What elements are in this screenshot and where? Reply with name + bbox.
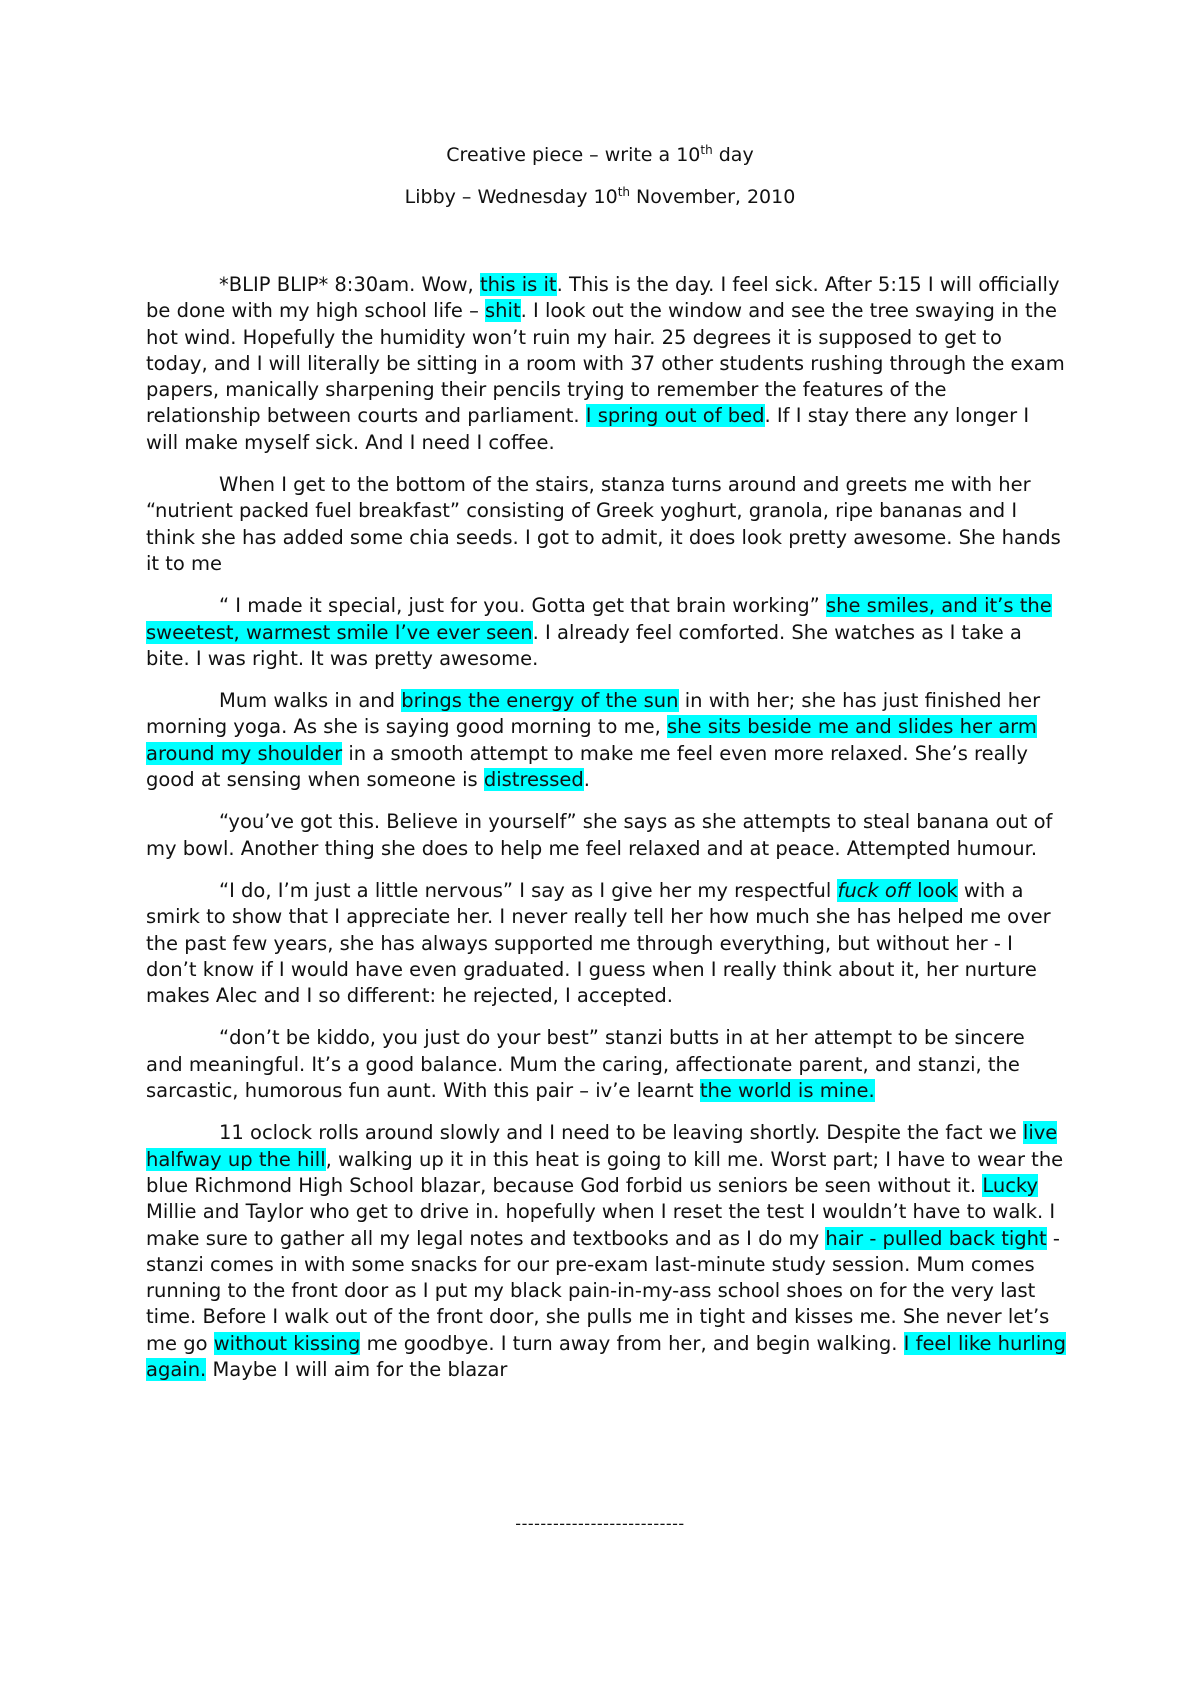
- paragraph: [146, 809, 1066, 862]
- story-body: [146, 272, 1066, 1399]
- title-block: [0, 140, 1200, 224]
- highlighted-text: distressed: [483, 768, 584, 792]
- paragraph: [146, 1120, 1066, 1383]
- highlighted-text: she sits beside me and slides her arm around my shoulder: [146, 715, 1037, 765]
- paragraph-text: .: [583, 768, 590, 792]
- paragraph-text: with a smirk to show that I appreciate her. I never really tell her how much she has helped me over the past few years, she has always supported me through everything, but without her - I don’t know if I would have even graduated. I guess when I really think about it, her nurture makes Alec and I so different: he rejected, I accepted.: [146, 878, 1051, 1008]
- paragraph-text: in with her; she has just finished her morning yoga. As she is saying good morning to me,: [146, 689, 1041, 739]
- paragraph-text: “I do, I’m just a little nervous” I say as I give her my respectful: [219, 878, 838, 902]
- paragraph: [146, 878, 1066, 1009]
- highlighted-text: without kissing: [213, 1331, 361, 1355]
- highlighted-text: look: [910, 878, 958, 902]
- paragraph-text: “don’t be kiddo, you just do your best” stanzi butts in at her attempt to be sincere and meaningful. It’s a good balance. Mum the caring, affectionate parent, and stanzi, the sarcastic, humorous fun aunt. With this pair – iv’e learnt: [146, 1026, 1025, 1103]
- paragraph: [146, 272, 1066, 456]
- paragraph-text: , walking up it in this heat is going to kill me. Worst part; I have to wear the blue Richmond High School blazar, because God forbid us seniors be seen without it.: [146, 1147, 1064, 1197]
- paragraph-text: . I already feel comforted. She watches as I take a bite. I was right. It was pretty awesome.: [146, 620, 1022, 670]
- subtitle-superscript: th: [617, 185, 630, 199]
- highlighted-text: I feel like hurling again.: [146, 1331, 1066, 1381]
- paragraph-text: me goodbye. I turn away from her, and begin walking.: [360, 1331, 904, 1355]
- paragraph: [146, 1025, 1066, 1104]
- highlighted-text: live halfway up the hill: [146, 1121, 1058, 1171]
- highlighted-text: this is it: [479, 273, 557, 296]
- paragraph: [146, 472, 1066, 577]
- highlighted-text: I spring out of bed: [585, 404, 765, 428]
- paragraph: [146, 688, 1066, 793]
- highlighted-text: Lucky: [982, 1173, 1039, 1197]
- highlighted-text: shit: [485, 299, 521, 323]
- highlighted-text: brings the energy of the sun: [401, 689, 679, 713]
- document-title: [0, 140, 1200, 170]
- paragraph-text: . This is the day. I feel sick. After 5:15 I will officially be done with my high school life –: [146, 273, 1060, 323]
- paragraph-text: Maybe I will aim for the blazar: [206, 1357, 508, 1381]
- paragraph-text: Mum walks in and: [219, 689, 402, 713]
- paragraph-text: “ I made it special, just for you. Gotta get that brain working”: [219, 594, 826, 618]
- paragraph-text: 11 oclock rolls around slowly and I need to be leaving shortly. Despite the fact we: [219, 1121, 1023, 1145]
- subtitle-prefix: Libby – Wednesday 10: [404, 186, 618, 208]
- paragraph-text: -stanzi comes in with some snacks for our pre-exam last-minute study session. Mum comes running to the front door as I put my black pain-in-my-ass school shoes on for the very last time. Before I walk out of the front door, she pulls me in tight and kisses me. She never let’s me go: [146, 1226, 1060, 1355]
- document-subtitle: [0, 182, 1200, 212]
- highlighted-text: hair - pulled back tight: [825, 1226, 1047, 1250]
- paragraph-text: “you’ve got this. Believe in yourself” she says as she attempts to steal banana out of my bowl. Another thing she does to help me feel relaxed and at peace. Attempted humour.: [146, 810, 1053, 860]
- paragraph: [146, 593, 1066, 672]
- paragraph-text: . I look out the window and see the tree swaying in the hot wind. Hopefully the humidity won’t ruin my hair. 25 degrees it is supposed to get to today, and I will literally be sitting in a room with 37 other students rushing through the exam papers, manically sharpening their pencils trying to remember the features of the relationship between courts and parliament.: [146, 299, 1065, 428]
- title-superscript: th: [700, 143, 713, 157]
- paragraph-text: When I get to the bottom of the stairs, stanza turns around and greets me with her “nutrient packed fuel breakfast” consisting of Greek yoghurt, granola, ripe bananas and I think she has added some chia seeds. I got to admit, it does look pretty awesome. She hands it to me: [146, 473, 1061, 575]
- paragraph-text: *BLIP BLIP* 8:30am. Wow,: [219, 273, 480, 296]
- title-prefix: Creative piece – write a 10: [446, 144, 701, 166]
- highlighted-text: fuck off: [837, 878, 911, 902]
- title-suffix: day: [712, 144, 754, 166]
- subtitle-suffix: November, 2010: [630, 186, 796, 208]
- highlighted-text: she smiles, and it’s the sweetest, warmest smile I’ve ever seen: [146, 594, 1052, 644]
- paragraph-text: in a smooth attempt to make me feel even more relaxed. She’s really good at sensing when someone is: [146, 741, 1028, 792]
- highlighted-text: the world is mine.: [699, 1079, 875, 1103]
- paragraph-text: Millie and Taylor who get to drive in. hopefully when I reset the test I wouldn’t have to walk. I make sure to gather all my legal notes and textbooks and as I do my: [146, 1200, 1056, 1250]
- paragraph-text: . If I stay there any longer I will make myself sick. And I need I coffee.: [146, 404, 1030, 454]
- end-separator: ---------------------------: [515, 1514, 685, 1533]
